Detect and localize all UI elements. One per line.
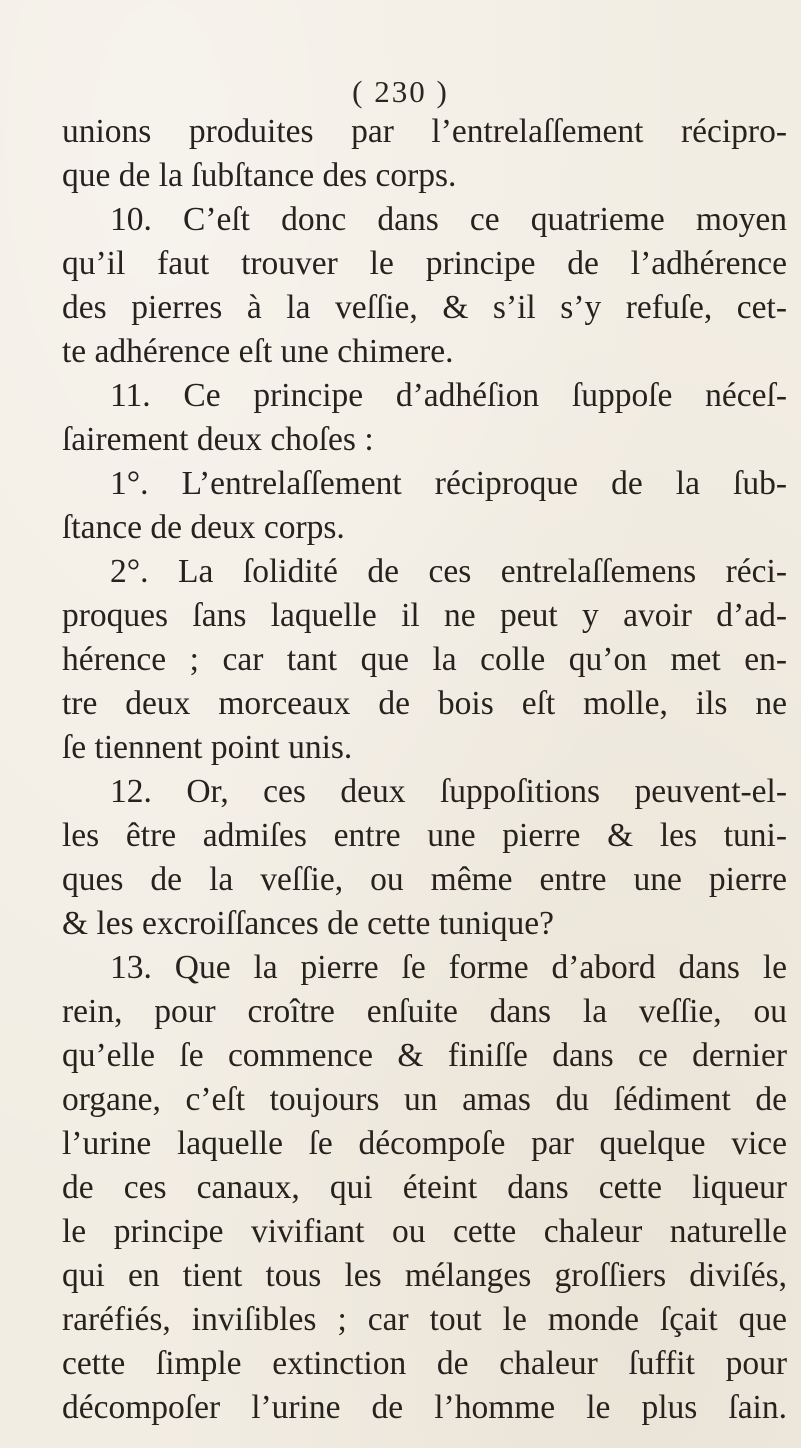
text-line: unions produites par l’entrelaſſement récipro- bbox=[62, 113, 787, 150]
text-line: de ces canaux, qui éteint dans cette liqueur bbox=[62, 1169, 787, 1206]
text-line: l’urine laquelle ſe décompoſe par quelque vice bbox=[62, 1125, 787, 1162]
text-line: les être admiſes entre une pierre & les tuni- bbox=[62, 817, 787, 854]
text-line: ſtance de deux corps. bbox=[62, 509, 345, 546]
text-line: qui en tient tous les mélanges groſſiers diviſés, bbox=[62, 1257, 787, 1294]
text-line: 11. Ce principe d’adhéſion ſuppoſe néceſ- bbox=[110, 377, 787, 414]
page-number: ( 230 ) bbox=[352, 74, 449, 109]
text-line: ques de la veſſie, ou même entre une pierre bbox=[62, 861, 787, 898]
text-line: des pierres à la veſſie, & s’il s’y refuſe, cet- bbox=[62, 289, 787, 326]
text-line: tre deux morceaux de bois eſt molle, ils ne bbox=[62, 685, 787, 722]
text-line: ſe tiennent point unis. bbox=[62, 729, 353, 766]
text-line: ſairement deux choſes : bbox=[62, 421, 374, 458]
text-line: 2°. La ſolidité de ces entrelaſſemens réci- bbox=[110, 553, 787, 590]
body-text bbox=[62, 110, 787, 1430]
text-line: proques ſans laquelle il ne peut y avoir d’ad- bbox=[62, 597, 787, 634]
text-line: 12. Or, ces deux ſuppoſitions peuvent-el- bbox=[110, 773, 787, 810]
text-line: raréfiés, inviſibles ; car tout le monde ſçait que bbox=[62, 1301, 787, 1338]
text-line: te adhérence eſt une chimere. bbox=[62, 333, 454, 370]
text-line: hérence ; car tant que la colle qu’on met en- bbox=[62, 641, 787, 678]
text-line: cette ſimple extinction de chaleur ſuffit pour bbox=[62, 1345, 787, 1382]
text-line: 10. C’eſt donc dans ce quatrieme moyen bbox=[110, 201, 787, 238]
text-line: & les excroiſſances de cette tunique? bbox=[62, 905, 555, 942]
text-line: 1°. L’entrelaſſement réciproque de la ſub- bbox=[110, 465, 787, 502]
text-line: qu’elle ſe commence & finiſſe dans ce dernier bbox=[62, 1037, 787, 1074]
text-line: qu’il faut trouver le principe de l’adhérence bbox=[62, 245, 787, 282]
text-line: rein, pour croître enſuite dans la veſſie, ou bbox=[62, 993, 787, 1030]
text-line: 13. Que la pierre ſe forme d’abord dans le bbox=[110, 949, 787, 986]
text-line: décompoſer l’urine de l’homme le plus ſain. bbox=[62, 1389, 787, 1426]
text-line: que de la ſubſtance des corps. bbox=[62, 157, 457, 194]
text-line: organe, c’eſt toujours un amas du ſédiment de bbox=[62, 1081, 787, 1118]
text-line: le principe vivifiant ou cette chaleur naturelle bbox=[62, 1213, 787, 1250]
